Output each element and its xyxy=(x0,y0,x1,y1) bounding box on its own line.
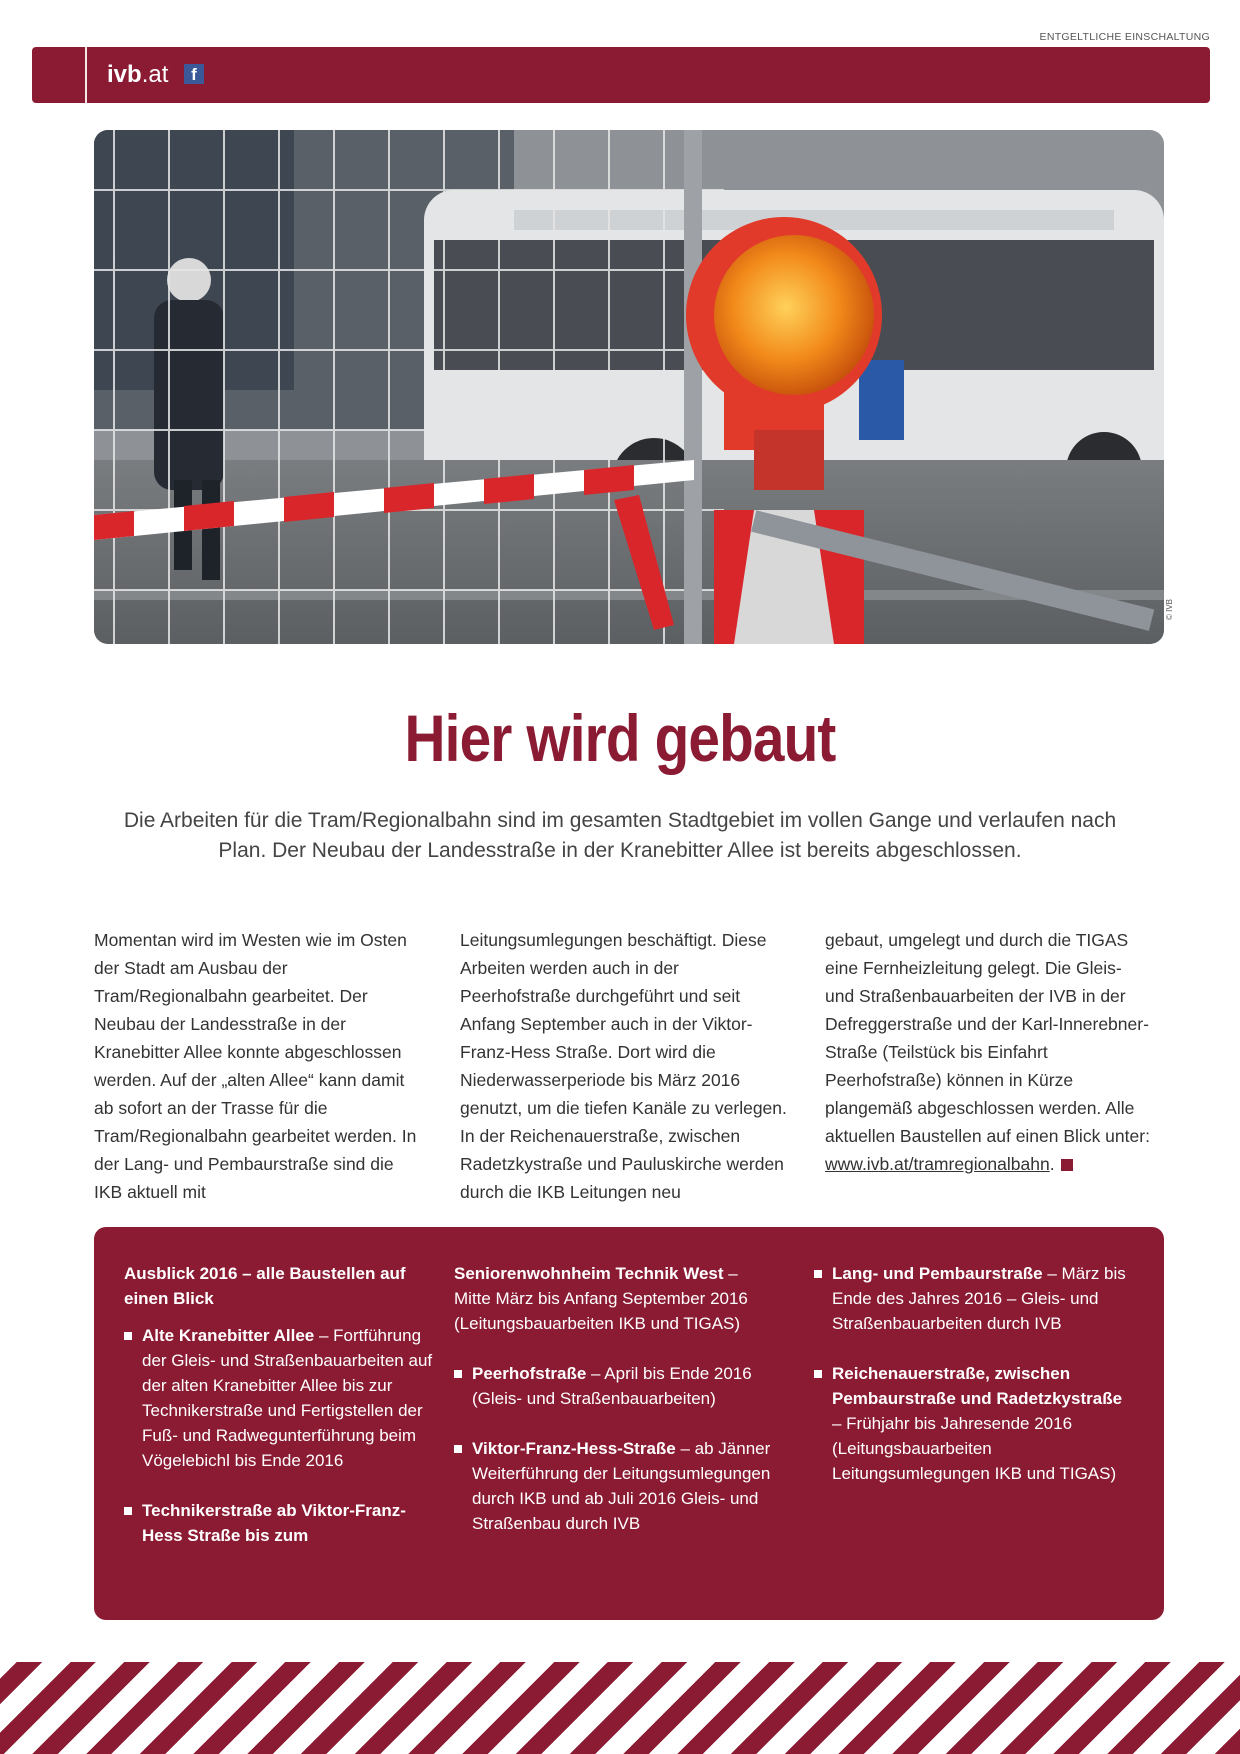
outlook-item-label: Technikerstraße ab Viktor-Franz-Hess Straße bis zum xyxy=(142,1501,406,1545)
link-suffix: . xyxy=(1049,1154,1055,1174)
headline: Hier wird gebaut xyxy=(404,701,836,775)
body-column-1: Momentan wird im Westen wie im Osten der Stadt am Ausbau der Tram/Regionalbahn gearbeitet. Der Neubau der Landesstraße in der Kranebitter Allee konnte abgeschlossen werden. Auf der „alten Allee“ kann damit ab sofort an der Trasse für die Tram/Regionalbahn gearbeitet werden. In der Lang- und Pembaurstraße sind die IKB aktuell mit xyxy=(94,930,417,1202)
outlook-item-label: Alte Kranebitter Allee xyxy=(142,1326,315,1345)
brand-bold: ivb xyxy=(107,61,142,88)
outlook-item xyxy=(814,1361,1136,1486)
outlook-column-2 xyxy=(454,1261,776,1561)
bullet-icon xyxy=(124,1332,132,1340)
facebook-icon[interactable]: f xyxy=(184,64,204,84)
header-divider xyxy=(85,47,87,103)
outlook-item xyxy=(454,1436,776,1536)
outlook-item-text: – April bis Ende 2016 (Gleis- und Straßenbauarbeiten) xyxy=(472,1364,752,1408)
outlook-box xyxy=(94,1227,1164,1620)
outlook-item-text: – Fortführung der Gleis- und Straßenbauarbeiten auf der alten Kranebitter Allee bis zur Technikerstraße und Fertigstellen der Fuß- und Radwegunterführung beim Vögelebichl bis Ende 2016 xyxy=(142,1326,433,1470)
header-bar xyxy=(32,47,1210,103)
bullet-icon xyxy=(814,1270,822,1278)
bullet-icon xyxy=(124,1507,132,1515)
decorative-stripes xyxy=(0,1662,1240,1754)
outlook-item-text: – Frühjahr bis Jahresende 2016 (Leitungsbauarbeiten Leitungsumlegungen IKB und TIGAS) xyxy=(832,1414,1117,1483)
brand-domain: .at xyxy=(141,61,169,88)
outlook-title: Ausblick 2016 – alle Baustellen auf einen Blick xyxy=(124,1264,406,1308)
brand-logo[interactable] xyxy=(107,61,168,89)
ad-label: ENTGELTLICHE EINSCHALTUNG xyxy=(1039,31,1210,43)
outlook-column-1 xyxy=(124,1261,446,1573)
photo-credit: © IVB xyxy=(1165,598,1174,620)
body-column-3-text: gebaut, umgelegt und durch die TIGAS eine Fernheizleitung gelegt. Die Gleis- und Straßenbauarbeiten der IVB in der Defreggerstraße und der Karl-Innerebner-Straße (Teilstück bis Einfahrt Peerhofstraße) können in Kürze plangemäß abgeschlossen werden. Alle aktuellen Baustellen auf einen Blick unter: xyxy=(825,930,1150,1146)
outlook-item-label: Viktor-Franz-Hess-Straße xyxy=(472,1439,676,1458)
outlook-item xyxy=(814,1261,1136,1336)
bullet-icon xyxy=(454,1370,462,1378)
bullet-icon xyxy=(454,1445,462,1453)
outlook-item xyxy=(124,1498,446,1548)
bullet-icon xyxy=(814,1370,822,1378)
body-column-3 xyxy=(825,926,1155,1178)
outlook-item xyxy=(454,1361,776,1411)
lead-paragraph: Die Arbeiten für die Tram/Regionalbahn sind im gesamten Stadtgebiet im vollen Gange und verlaufen nach Plan. Der Neubau der Landesstraße in der Kranebitter Allee ist bereits abgeschlossen. xyxy=(123,809,1117,862)
outlook-item-label: Peerhofstraße xyxy=(472,1364,587,1383)
outlook-item-label: Reichenauerstraße, zwischen Pembaurstraße und Radetzkystraße xyxy=(832,1364,1123,1408)
outlook-item xyxy=(124,1323,446,1473)
body-column-2: Leitungsumlegungen beschäftigt. Diese Arbeiten werden auch in der Peerhofstraße durchgeführt und seit Anfang September auch in der Viktor-Franz-Hess Straße. Dort wird die Niederwasserperiode bis März 2016 genutzt, um die tiefen Kanäle zu verlegen. In der Reichenauerstraße, zwischen Radetzkystraße und Pauluskirche werden durch die IKB Leitungen neu xyxy=(460,930,787,1202)
outlook-item-text: – ab Jänner Weiterführung der Leitungsumlegungen durch IKB und ab Juli 2016 Gleis- und Straßenbau durch IVB xyxy=(472,1439,771,1533)
outlook-item-text: – März bis Ende des Jahres 2016 – Gleis- und Straßenbauarbeiten durch IVB xyxy=(832,1264,1126,1333)
construction-photo xyxy=(94,130,1164,644)
outlook-item-text: – Mitte März bis Anfang September 2016 (Leitungsbauarbeiten IKB und TIGAS) xyxy=(454,1264,748,1333)
outlook-item xyxy=(454,1261,776,1336)
outlook-item-label: Seniorenwohnheim Technik West xyxy=(454,1264,724,1283)
outlook-column-3 xyxy=(814,1261,1136,1511)
tram-info-link[interactable]: www.ivb.at/tramregionalbahn xyxy=(825,1154,1050,1174)
end-mark-icon xyxy=(1061,1159,1073,1171)
outlook-item-label: Lang- und Pembaurstraße xyxy=(832,1264,1043,1283)
